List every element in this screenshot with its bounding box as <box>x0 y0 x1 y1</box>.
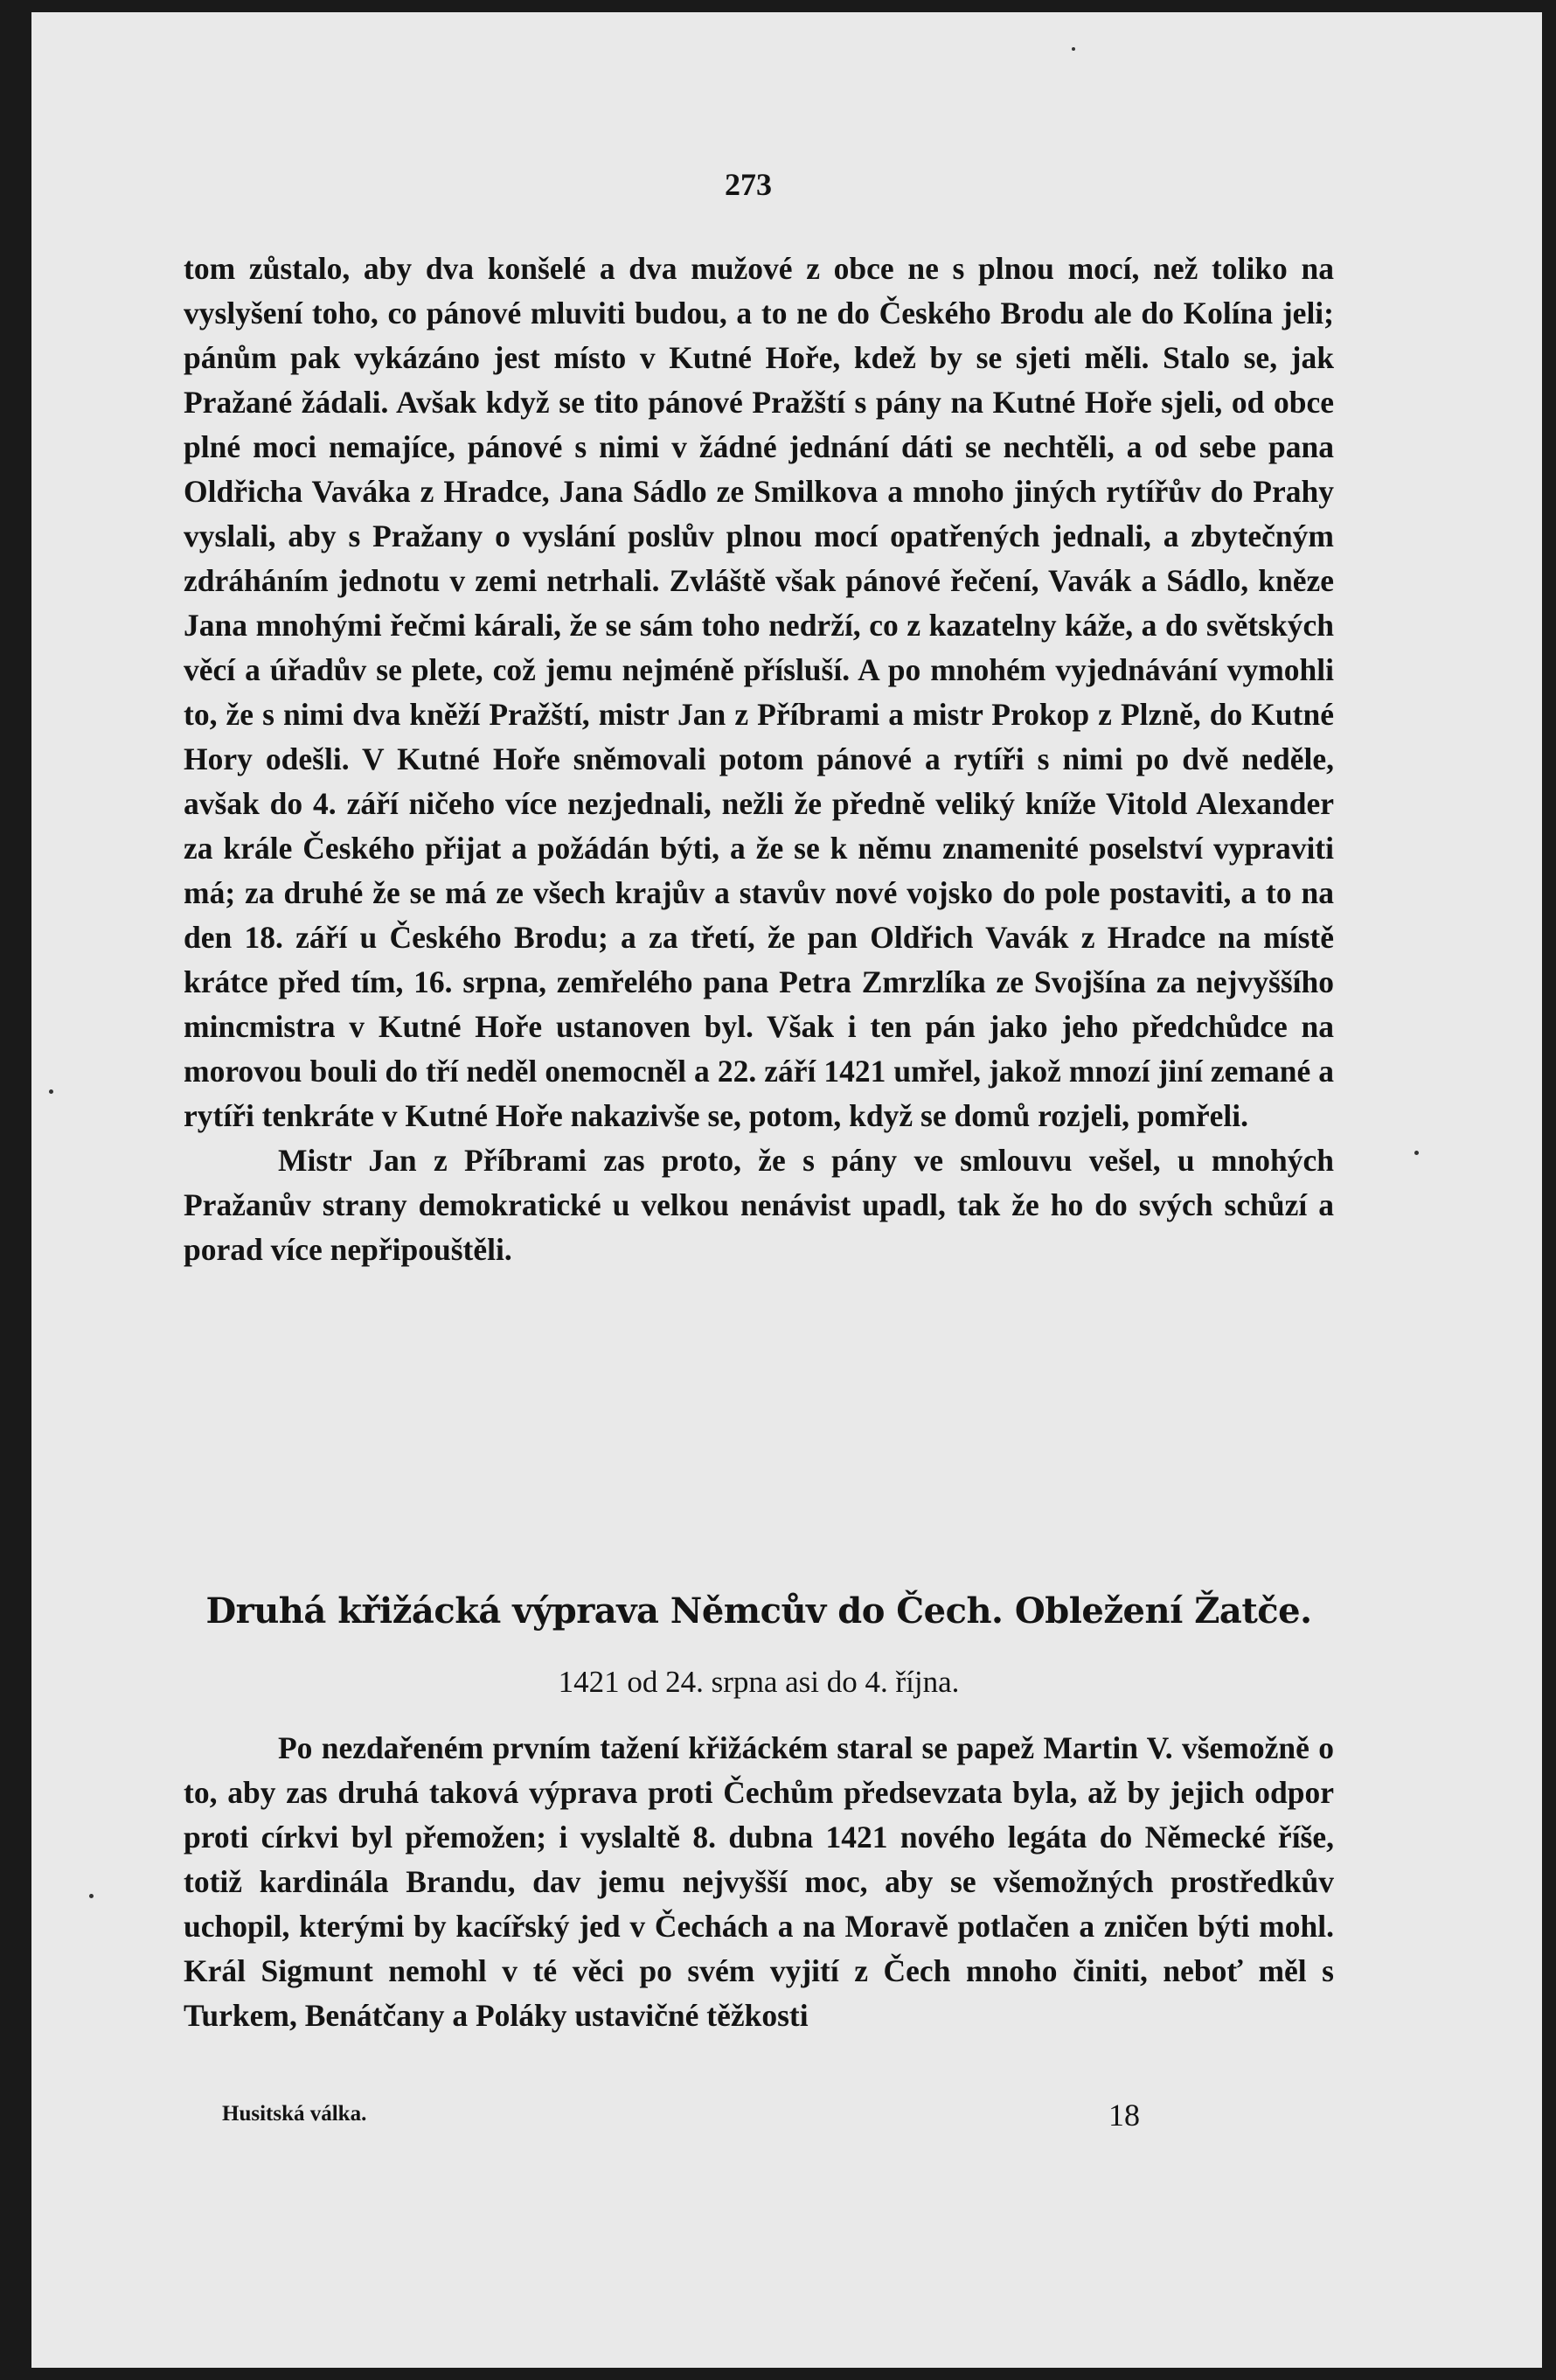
footer-book-title: Husitská válka. <box>222 2102 367 2126</box>
paragraph: tom zůstalo, aby dva konšelé a dva mužové z obce ne s plnou mocí, než toliko na vyslyšení toho, co pánové mluviti budou, a to ne do Českého Brodu ale do Kolína jeli; pánům pak vykázáno jest místo v Kutné Hoře, kdež by se sjeti měli. Stalo se, jak Pražané žádali. Avšak když se tito pánové Pražští s pány na Kutné Hoře sjeli, od obce plné moci nemajíce, pánové s nimi v žádné jednání dáti se nechtěli, a od sebe pana Oldřicha Vaváka z Hradce, Jana Sádlo ze Smilkova a mnoho jiných rytířův do Prahy vyslali, aby s Pražany o vyslání poslův plnou mocí opatřených jednali, a zbytečným zdráháním jednotu v zemi netrhali. Zvláště však pánové řečení, Vavák a Sádlo, kněze Jana mnohými řečmi kárali, že se sám toho nedrží, co z kazatelny káže, a do světských věcí a úřadův se plete, což jemu nejméně přísluší. A po mnohém vyjednávání vymohli to, že s nimi dva kněží Pražští, mistr Jan z Příbrami a mistr Prokop z Plzně, do Kutné Hory odešli. V Kutné Hoře sněmovali potom pánové a rytíři s nimi po dvě neděle, avšak do 4. září ničeho více nezjednali, nežli že předně veliký kníže Vitold Alexander za krále Českého přijat a požádán býti, a že se k němu znamenité poselství vypraviti má; za druhé že se má ze všech krajův a stavův nové vojsko do pole postaviti, a to na den 18. září u Českého Brodu; a za třetí, že pan Oldřich Vavák z Hradce na místě krátce před tím, 16. srpna, zemřelého pana Petra Zmrzlíka ze Svojšína za nejvyššího mincmistra v Kutné Hoře ustanoven byl. Však i ten pán jako jeho předchůdce na morovou bouli do tří neděl onemocněl a 22. září 1421 umřel, jakož mnozí jiní zemané a rytíři tenkráte v Kutné Hoře nakazivše se, potom, když se domů rozjeli, pomřeli. <box>184 251 1334 1133</box>
section-heading: Druhá křižácká výprava Němcův do Čech. Obležení Žatče. <box>205 1590 1312 1632</box>
paragraph: Mistr Jan z Příbrami zas proto, že s pány ve smlouvu vešel, u mnohých Pražanův strany demokratické u velkou nenávist upadl, tak že ho do svých schůzí a porad více nepřipouštěli. <box>184 1143 1334 1267</box>
scan-speck <box>1072 47 1075 51</box>
body-text-part2 <box>184 1726 1334 2038</box>
footer-sheet-number: 18 <box>1108 2098 1140 2133</box>
page-number: 273 <box>725 167 772 202</box>
section-subheading: 1421 od 24. srpna asi do 4. října. <box>558 1665 960 1699</box>
paragraph: Po nezdařeném prvním tažení křižáckém staral se papež Martin V. všemožně o to, aby zas druhá taková výprava proti Čechům předsevzata byla, až by jejich odpor proti církvi byl přemožen; i vyslaltě 8. dubna 1421 nového legáta do Německé říše, totiž kardinála Brandu, dav jemu nejvyšší moc, aby se všemožných prostředkův uchopil, kterými by kacířský jed v Čechách a na Moravě potlačen a zničen býti mohl. Král Sigmunt nemohl v té věci po svém vyjití z Čech mnoho činiti, neboť měl s Turkem, Benátčany a Poláky ustavičné těžkosti <box>184 1730 1334 2033</box>
scan-speck <box>49 1089 53 1094</box>
scan-speck <box>89 1894 94 1898</box>
scan-speck <box>1414 1151 1419 1155</box>
book-page <box>31 12 1542 2368</box>
body-text-part1 <box>184 247 1334 1272</box>
